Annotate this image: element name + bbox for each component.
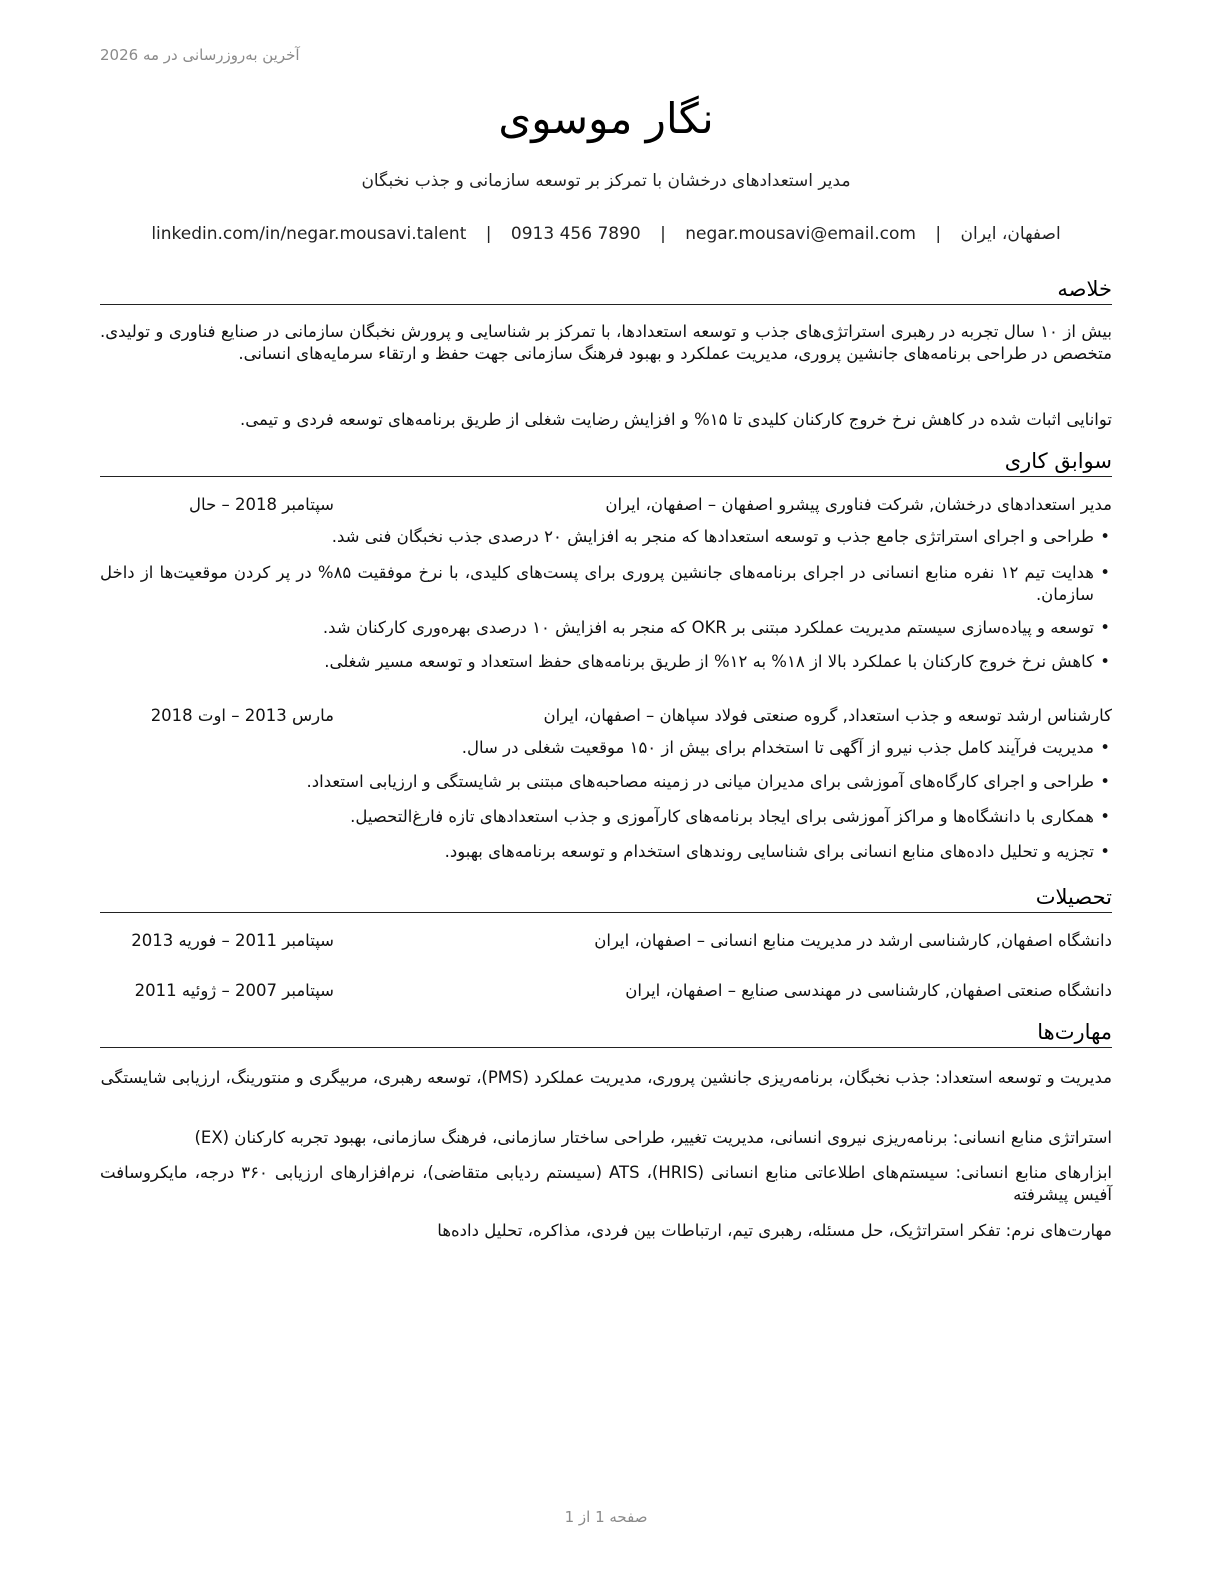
job-bullet: • کاهش نرخ خروج کارکنان با عملکرد بالا از ۱۸% به ۱۲% از طریق برنامه‌های حفظ استعداد و توسعه مسیر شغلی.	[100, 651, 1112, 673]
headline: مدیر استعدادهای درخشان با تمرکز بر توسعه سازمانی و جذب نخبگان	[361, 171, 851, 191]
contact-separator: |	[660, 224, 666, 244]
job-dates: مارس 2013 – اوت 2018	[150, 706, 334, 725]
contact-line	[100, 224, 1112, 244]
contact-location: اصفهان، ایران	[960, 224, 1061, 244]
skill-line: مدیریت و توسعه استعداد: جذب نخبگان، برنامه‌ریزی جانشین پروری، مدیریت عملکرد (PMS)، توسعه رهبری، مربیگری و منتورینگ، ارزیابی شایستگی	[100, 1068, 1112, 1087]
last-updated: آخرین به‌روزرسانی در مه 2026	[100, 46, 300, 64]
education-degree: دانشگاه صنعتی اصفهان, کارشناسی در مهندسی صنایع – اصفهان، ایران	[625, 981, 1112, 1000]
job-role: کارشناس ارشد توسعه و جذب استعداد, گروه صنعتی فولاد سپاهان – اصفهان، ایران	[543, 706, 1112, 725]
contact-separator: |	[935, 224, 942, 244]
page-number: صفحه 1 از 1	[564, 1508, 648, 1526]
job-dates: سپتامبر 2018 – حال	[189, 495, 334, 514]
candidate-name: نگار موسوی	[498, 94, 714, 143]
summary-paragraph: بیش از ۱۰ سال تجربه در رهبری استراتژی‌های جذب و توسعه استعدادها، با تمرکز بر شناسایی و پرورش نخبگان سازمانی در صنایع فناوری و تولیدی. متخصص در طراحی برنامه‌های جانشین پروری، مدیریت عملکرد و بهبود فرهنگ سازمانی جهت حفظ و ارتقاء سرمایه‌های انسانی.	[100, 322, 1112, 363]
job-bullet: • تجزیه و تحلیل داده‌های منابع انسانی برای شناسایی روندهای استخدام و توسعه برنامه‌های بهبود.	[100, 841, 1112, 863]
education-dates: سپتامبر 2007 – ژوئیه 2011	[134, 981, 334, 1000]
section-title-summary: خلاصه	[100, 276, 1112, 305]
skill-line: استراتژی منابع انسانی: برنامه‌ریزی نیروی انسانی، مدیریت تغییر، طراحی ساختار سازمانی، فرهنگ سازمانی، بهبود تجربه کارکنان (EX)	[194, 1128, 1112, 1147]
job-bullet: • طراحی و اجرای استراتژی جامع جذب و توسعه استعدادها که منجر به افزایش ۲۰ درصدی جذب نخبگان فنی شد.	[100, 526, 1112, 548]
contact-separator: |	[485, 224, 492, 244]
section-title-skills: مهارت‌ها	[100, 1019, 1112, 1048]
contact-phone[interactable]: 0913 456 7890	[510, 224, 641, 244]
job-bullet: • هدایت تیم ۱۲ نفره منابع انسانی در اجرای برنامه‌های جانشین پروری برای پست‌های کلیدی، با نرخ موفقیت ۸۵% در پر کردن موقعیت‌ها از داخل سازمان.	[100, 562, 1112, 606]
job-bullet: • توسعه و پیاده‌سازی سیستم مدیریت عملکرد مبتنی بر OKR که منجر به افزایش ۱۰ درصدی بهره‌وری کارکنان شد.	[100, 617, 1112, 639]
contact-linkedin[interactable]: linkedin.com/in/negar.mousavi.talent	[151, 224, 467, 244]
education-degree: دانشگاه اصفهان, کارشناسی ارشد در مدیریت منابع انسانی – اصفهان، ایران	[594, 931, 1112, 950]
job-bullet: • همکاری با دانشگاه‌ها و مراکز آموزشی برای ایجاد برنامه‌های کارآموزی و جذب استعدادهای تازه فارغ‌التحصیل.	[100, 806, 1112, 828]
summary-paragraph: توانایی اثبات شده در کاهش نرخ خروج کارکنان کلیدی تا ۱۵% و افزایش رضایت شغلی از طریق برنامه‌های توسعه فردی و تیمی.	[239, 410, 1112, 429]
job-bullet: • مدیریت فرآیند کامل جذب نیرو از آگهی تا استخدام برای بیش از ۱۵۰ موقعیت شغلی در سال.	[100, 737, 1112, 759]
skill-line: مهارت‌های نرم: تفکر استراتژیک، حل مسئله، رهبری تیم، ارتباطات بین فردی، مذاکره، تحلیل داده‌ها	[437, 1221, 1112, 1240]
contact-email[interactable]: negar.mousavi@email.com	[685, 224, 916, 244]
resume-page	[100, 0, 1112, 1584]
education-item	[100, 980, 1112, 1002]
job-header	[100, 705, 1112, 727]
job-bullet: • طراحی و اجرای کارگاه‌های آموزشی برای مدیران میانی در زمینه مصاحبه‌های مبتنی بر شایستگی و ارزیابی استعداد.	[100, 771, 1112, 793]
education-dates: سپتامبر 2011 – فوریه 2013	[131, 931, 334, 950]
education-item	[100, 930, 1112, 952]
job-role: مدیر استعدادهای درخشان, شرکت فناوری پیشرو اصفهان – اصفهان، ایران	[605, 495, 1112, 514]
skill-line: ابزارهای منابع انسانی: سیستم‌های اطلاعاتی منابع انسانی (HRIS)، ATS (سیستم ردیابی متقاضی)، نرم‌افزارهای ارزیابی ۳۶۰ درجه، مایکروسافت آفیس پیشرفته	[100, 1163, 1112, 1204]
section-title-experience: سوابق کاری	[100, 448, 1112, 477]
section-title-education: تحصیلات	[100, 884, 1112, 913]
job-header	[100, 494, 1112, 516]
